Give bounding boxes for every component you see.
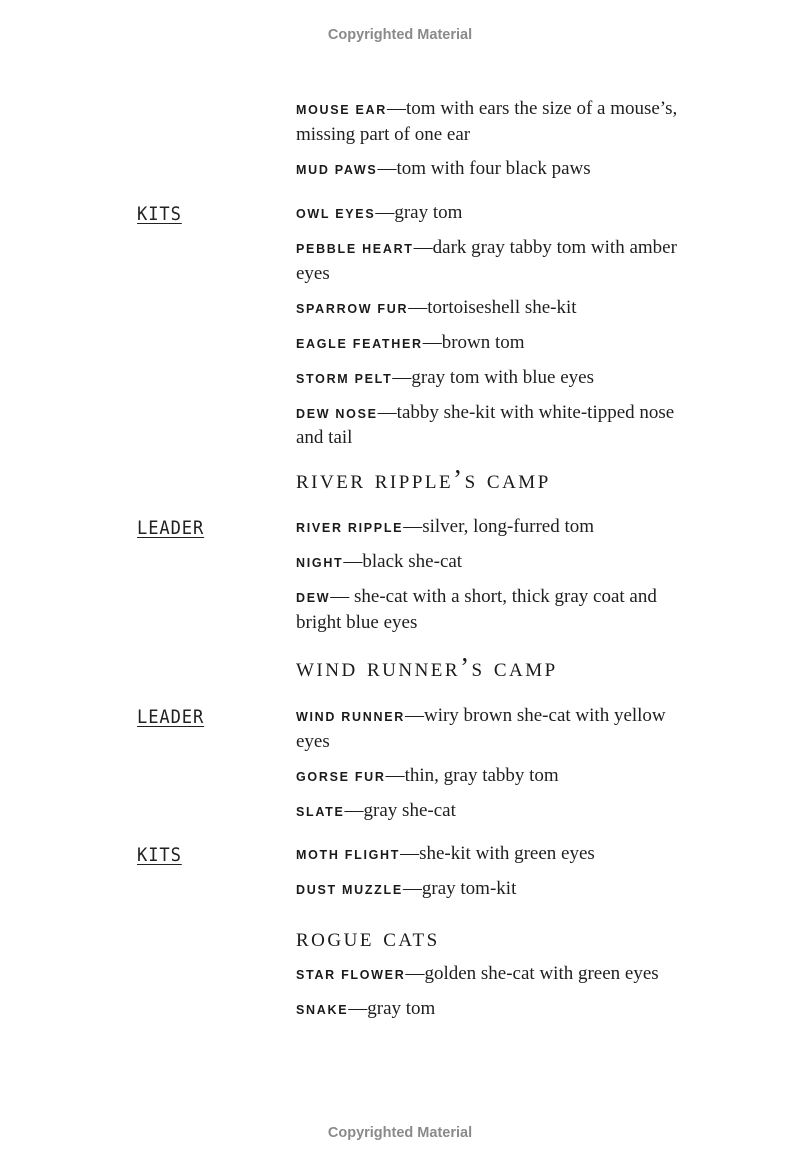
cat-entry-wind-runner (296, 704, 691, 754)
cat-name: NIGHT (296, 556, 344, 570)
cat-name: STORM PELT (296, 371, 393, 386)
cat-description: —tom with four black paws (377, 157, 591, 179)
cat-entry-storm-pelt (296, 366, 691, 392)
cat-name: GORSE FUR (296, 769, 386, 784)
cat-name: WIND RUNNER (296, 710, 405, 724)
cat-entry-snake (296, 997, 691, 1023)
cat-name: RIVER RIPPLE (296, 521, 404, 535)
cat-name: DEW NOSE (296, 406, 378, 421)
copyright-watermark-top: Copyrighted Material (327, 27, 473, 43)
cat-name: DUST MUZZLE (296, 883, 403, 897)
cat-entry-gorse-fur (296, 764, 691, 790)
cat-entry-eagle-feather (296, 331, 691, 357)
cat-entry-dew (296, 585, 691, 635)
cat-entry-owl-eyes (296, 201, 691, 227)
cat-name: SPARROW FUR (296, 301, 409, 316)
entry-list (296, 704, 691, 834)
cat-description: —gray tom-kit (402, 878, 517, 899)
cat-name: PEBBLE HEART (296, 242, 414, 256)
cat-description: —tortoiseshell she-kit (408, 296, 577, 318)
cat-name: STAR FLOWER (296, 968, 406, 982)
role-label-leader: LEADER (137, 517, 205, 539)
cat-entry-river-ripple (296, 515, 691, 541)
cat-description: —gray tom with blue eyes (392, 366, 594, 388)
camp-title-river-ripple: river ripple’s camp (296, 464, 551, 494)
cat-entry-mud-paws (296, 157, 691, 183)
cat-description: —gray tom (375, 202, 463, 223)
camp-title-rogue-cats: rogue cats (296, 922, 440, 952)
entry-list (296, 962, 691, 1032)
entry-list (296, 97, 691, 192)
cat-description: —she-kit with green eyes (400, 843, 595, 864)
cat-entry-pebble-heart (296, 236, 691, 286)
cat-name: MOUSE EAR (296, 103, 388, 117)
entry-list (296, 201, 691, 460)
cat-description: —gray she-cat (344, 799, 456, 821)
cat-name: OWL EYES (296, 207, 376, 221)
cat-entry-moth-flight (296, 842, 691, 868)
copyright-watermark-bottom: Copyrighted Material (327, 1125, 473, 1141)
cat-description: — she-cat with a short, thick gray coat and bright blue eyes (296, 586, 657, 633)
cat-name: MOTH FLIGHT (296, 848, 401, 862)
cat-description: —tabby she-kit with white-tipped nose and tail (296, 401, 675, 448)
cat-description: —thin, gray tabby tom (385, 764, 559, 786)
cat-entry-night (296, 550, 691, 576)
cat-description: —gray tom (348, 998, 436, 1019)
cat-name: SLATE (296, 804, 345, 819)
role-label-kits: KITS (137, 844, 182, 866)
cat-name: SNAKE (296, 1003, 349, 1017)
entry-list (296, 515, 691, 645)
cat-entry-sparrow-fur (296, 296, 691, 322)
cat-name: DEW (296, 591, 331, 605)
cat-entry-mouse-ear (296, 97, 691, 147)
cat-entry-dew-nose (296, 401, 691, 451)
role-label-leader: LEADER (137, 706, 205, 728)
cat-description: —tom with ears the size of a mouse’s, missing part of one ear (296, 98, 678, 145)
cat-entry-star-flower (296, 962, 691, 988)
cat-name: MUD PAWS (296, 162, 378, 177)
entry-list (296, 842, 691, 912)
cat-description: —black she-cat (343, 551, 463, 572)
cat-name: EAGLE FEATHER (296, 336, 423, 351)
cat-description: —golden she-cat with green eyes (405, 963, 659, 984)
cat-description: —wiry brown she-cat with yellow eyes (296, 705, 666, 752)
cat-entry-dust-muzzle (296, 877, 691, 903)
role-label-kits: KITS (137, 203, 182, 225)
cat-description: —dark gray tabby tom with amber eyes (296, 237, 677, 284)
camp-title-wind-runner: wind runner’s camp (296, 652, 558, 682)
cat-description: —silver, long-furred tom (403, 516, 595, 537)
cat-entry-slate (296, 799, 691, 825)
cat-description: —brown tom (422, 331, 525, 353)
